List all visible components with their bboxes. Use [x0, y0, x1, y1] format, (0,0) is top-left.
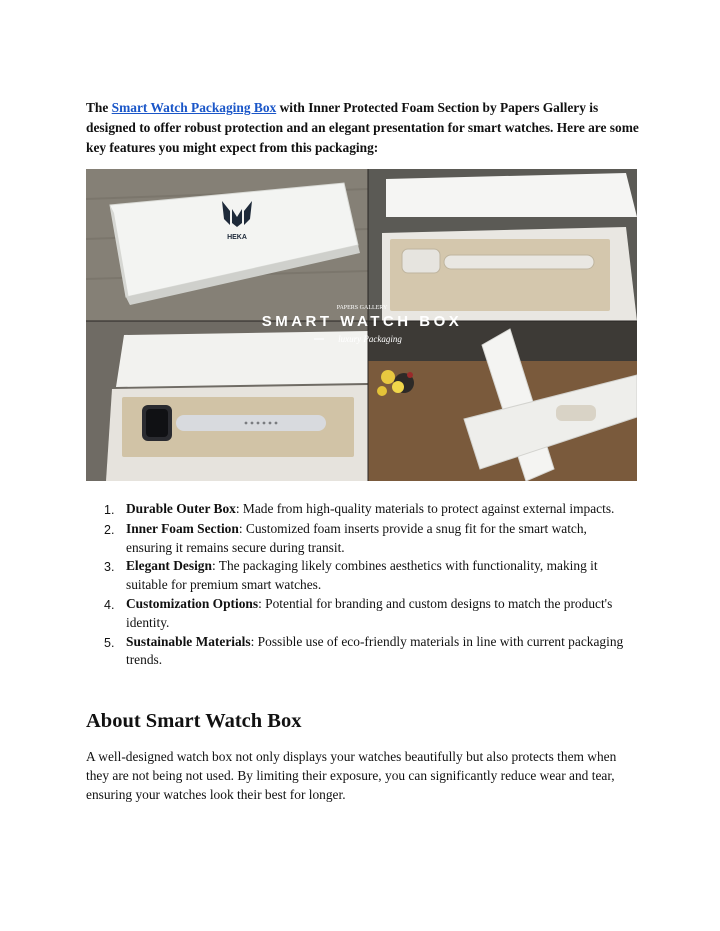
feature-text: : The packaging likely combines aesthetics with functionality, making it suitable for premium smart watches. [126, 558, 598, 593]
feature-title: Sustainable Materials [126, 633, 251, 649]
feature-title: Customization Options [126, 595, 259, 611]
intro-paragraph [86, 98, 646, 158]
list-item [104, 633, 634, 671]
feature-title: Inner Foam Section [126, 520, 239, 536]
intro-suffix: with Inner Protected Foam Section by Papers Gallery is designed to offer robust protection and an elegant presentation for smart watches. Here are some key features you might expect from this packaging: [86, 100, 639, 155]
about-heading: About Smart Watch Box [86, 710, 302, 732]
logo-text: HEKA [227, 234, 247, 241]
about-paragraph: A well-designed watch box not only displays your watches beautifully but also protects them when they are not being not used. By limiting their exposure, you can significantly reduce wear and tear, ensuring your watches look their best for longer. [86, 749, 617, 802]
features-list [104, 500, 634, 670]
list-number: 5. [104, 635, 115, 650]
smart-watch-packaging-box-link[interactable]: Smart Watch Packaging Box [111, 100, 277, 115]
overlay-subtitle: luxury Packaging [338, 334, 402, 344]
list-number: 2. [104, 522, 115, 537]
list-number: 1. [104, 503, 115, 517]
list-item [104, 557, 634, 595]
feature-text: : Customized foam inserts provide a snug fit for the smart watch, ensuring it remains secure during transit. [126, 520, 587, 555]
overlay-title: SMART WATCH BOX [261, 313, 463, 330]
list-number: 4. [104, 597, 115, 612]
intro-prefix: The [86, 100, 112, 115]
feature-text: : Made from high-quality materials to protect against external impacts. [235, 501, 615, 516]
product-photo-collage [86, 169, 637, 481]
list-item [104, 500, 634, 520]
feature-text: : Potential for branding and custom designs to match the product's identity. [126, 595, 613, 630]
brand-small-text: PAPERS GALLERY [336, 305, 388, 311]
feature-title: Durable Outer Box [126, 501, 236, 516]
feature-text: : Possible use of eco-friendly materials in line with current packaging trends. [126, 633, 624, 668]
list-item [104, 520, 634, 558]
feature-title: Elegant Design [126, 558, 212, 574]
list-item [104, 595, 634, 633]
list-number: 3. [104, 560, 115, 575]
